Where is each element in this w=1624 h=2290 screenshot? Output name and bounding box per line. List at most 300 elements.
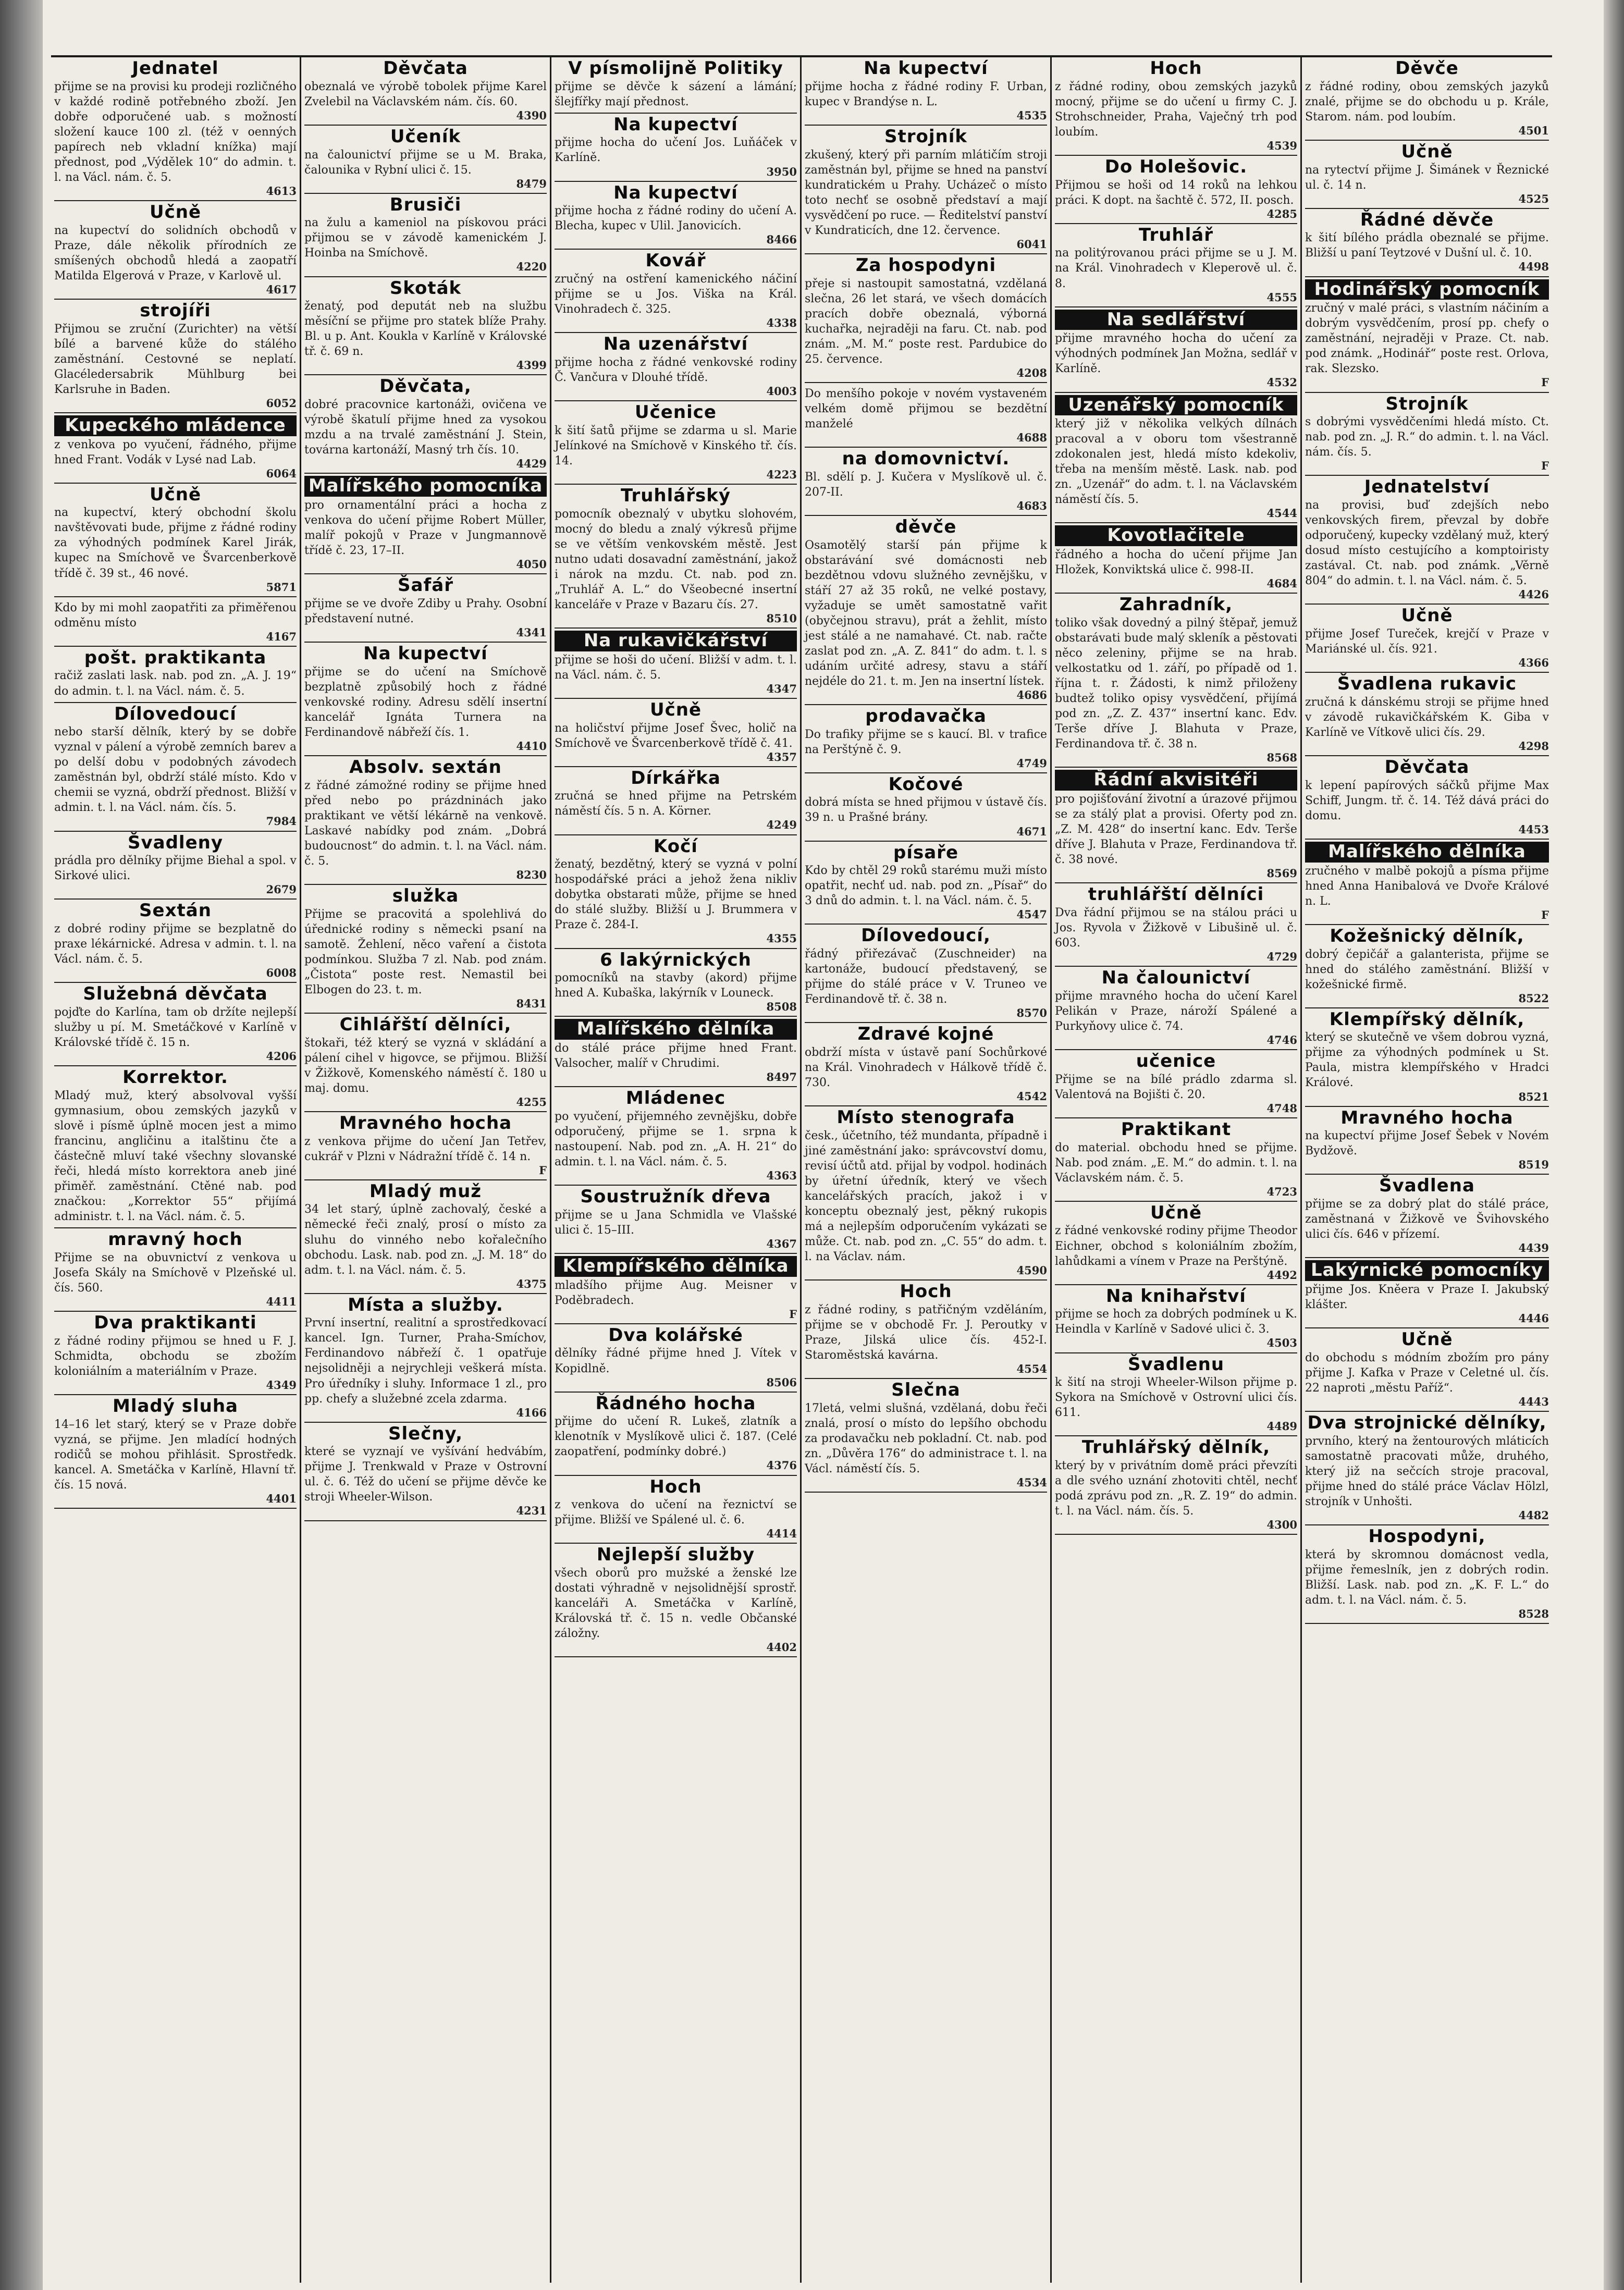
classified-ad	[805, 842, 1047, 925]
ad-number: F	[789, 1307, 797, 1321]
classified-ad	[1305, 476, 1549, 605]
ad-number: 4613	[266, 184, 297, 198]
ad-number: 4590	[1016, 1264, 1047, 1277]
ad-text: přeje si nastoupit samostatná, vzdělaná slečna, 26 let stará, ve všech domácích pracích dobře obeznalá, výborná kuchařka, nejraději na faru. Ct. nab. pod znám. „M. M.“ poste rest. Pardubice do 25. července.	[805, 277, 1047, 366]
ad-heading: Dva strojnické dělníky,	[1307, 1412, 1547, 1434]
classified-ad	[54, 1395, 297, 1509]
classified-ad	[54, 647, 297, 703]
ad-heading: Malířského dělníka	[555, 1019, 797, 1040]
ad-number: 4003	[766, 385, 797, 398]
ad-text: z venkova do učení na řeznictví se přijme. Bližší ve Spálené ul. č. 6.	[555, 1498, 797, 1527]
ad-text: přijme hocha z řádné rodiny do učení A. Blecha, kupec v Ulil. Janovicích.	[555, 204, 797, 233]
ad-number: 4723	[1266, 1185, 1297, 1198]
ad-heading: děvče	[895, 516, 957, 537]
ad-number: 4446	[1518, 1312, 1549, 1325]
ad-number: 4285	[1266, 207, 1297, 220]
classified-ad	[54, 484, 297, 597]
ad-text: který by v privátním domě práci převzíti a dle svého uznání zhotoviti chtěl, nechť podá zprávu pod zn. „R. Z. 19“ do admin. t. l. na Václ. nám. čís. 5.	[1055, 1459, 1297, 1518]
ad-heading: Zdravé kojné	[857, 1024, 994, 1045]
ad-text: První insertní, realitní a sprostředkovací kancel. Ign. Turner, Praha-Smíchov, Ferdinandovo nábřeží č. 1 opatřuje nejsolidněji a nejrychleji veškerá místa. Pro úředníky i sluhy. Informace 1 zl., pro pp. chefy a služebné zcela zdarma.	[304, 1316, 547, 1406]
ad-heading: Sextán	[139, 900, 212, 921]
ad-number: 4534	[1016, 1476, 1047, 1489]
ad-text: zručný na ostření kamenického náčiní přijme se u Jos. Viška na Král. Vinohradech č. 325.	[555, 273, 797, 316]
classified-ad	[555, 949, 797, 1017]
ad-heading: na domovnictví.	[842, 448, 1010, 469]
ad-number: 6041	[1016, 237, 1047, 251]
classified-ad	[54, 983, 297, 1066]
ad-heading: Mravného hocha	[1340, 1107, 1514, 1128]
ad-text: na čalounictví přijme se u M. Braka, čalounika v Rybní ulici č. 15.	[304, 148, 547, 177]
ad-text: prádla pro dělníky přijme Biehal a spol. v Sirkové ulici.	[54, 854, 297, 883]
ad-number: 4208	[1016, 366, 1047, 379]
ad-heading: Děvčata	[383, 58, 468, 79]
ad-heading: Učenice	[635, 402, 717, 423]
ad-heading: Řádného hocha	[595, 1393, 756, 1414]
classified-ad	[555, 485, 797, 629]
ad-number: 4532	[1266, 376, 1297, 389]
ad-number: 4498	[1518, 260, 1549, 274]
ad-number: 8497	[766, 1070, 797, 1084]
ad-number: 4411	[266, 1295, 297, 1308]
ad-heading: Skoták	[389, 277, 462, 299]
ad-heading: Na knihařství	[1106, 1285, 1246, 1307]
ad-number: 4503	[1266, 1336, 1297, 1350]
ad-heading: Švadlena rukavic	[1337, 673, 1517, 695]
ad-heading: Hodinářský pomocník	[1305, 279, 1549, 300]
classified-ad	[1305, 1525, 1549, 1624]
classified-ad	[54, 703, 297, 832]
ad-text: na žulu a kameniol na pískovou práci přijmou se v závodě kamenickém J. Hoinba na Smíchově.	[304, 216, 547, 260]
ad-number: 4439	[1518, 1241, 1549, 1255]
ad-text: dobré pracovnice kartonáži, ovičena ve výrobě škatulí přijme hned za vysokou mzdu a na trvalé zaměstnání J. Stein, továrna kartonáží, Masný trh čís. 10.	[304, 398, 547, 457]
ad-text: z řádné rodiny přijmou se hned u F. J. Schmidta, obchodu se zbožím koloniálním a materiálním v Praze.	[54, 1334, 297, 1378]
classified-ad	[1055, 156, 1297, 224]
ad-text: k šití bílého prádla obeznalé se přijme. Bližší u paní Teytzové v Dušní ul. č. 10.	[1305, 231, 1549, 260]
ad-heading: Místa a služby.	[348, 1294, 503, 1315]
classified-ad	[54, 300, 297, 413]
ad-number: 4300	[1266, 1518, 1297, 1532]
ad-heading: Praktikant	[1121, 1118, 1232, 1140]
classified-ad	[555, 114, 797, 182]
ad-heading: Řádní akvisitéři	[1055, 770, 1297, 791]
ad-text: toliko však dovedný a pilný štěpař, jemuž obstarávati bude malý skleník a pěstovati něco zeleniny, přijme se na hrab. velkostatku od 1. září, po případě od 1. října t. r. Žádosti, k nimž přiloženy budtež toliko opisy vysvědčení, přijímá pod zn. „Z. Z. 437“ insertní kanc. Edv. Terše dříve J. Blahuta v Praze, Ferdinandova tř. č. 38 n.	[1055, 617, 1297, 751]
ad-text: přijme hocha z řádné rodiny F. Urban, kupec v Brandýse n. L.	[805, 80, 1047, 108]
ad-text: zručného v malbě pokojů a písma přijme hned Anna Hanibalová ve Dvoře Králové n. L.	[1305, 864, 1549, 908]
ad-text: s dobrými vysvědčeními hledá místo. Ct. nab. pod zn. „J. R.“ do admin. t. l. na Václ. nám. čís. 5.	[1305, 415, 1549, 459]
classified-ad	[1305, 673, 1549, 756]
ad-text: na kupectví, který obchodní školu navštěvovati bude, přijme z řádné rodiny za výhodných podmínek Karel Jirák, kupec na Smíchově ve Švarcenberkově třídě č. 39 st., 46 nové.	[54, 506, 297, 580]
classified-ad	[555, 333, 797, 401]
ad-heading: Hoch	[649, 1476, 702, 1497]
ad-text: česk., účetního, též mundanta, případně i jiné zaměstnání jako: správcovství domu, revisí účtů atd. přijal by vodpol. hodinách by úřetní úředník, který ve všech kancelářských pracích, jakož i v konceptu obeznalý jest, pěkný rukopis má a nejlepším odporučením vykázati se může. Ct. nab. pod zn. „C. 55“ do adm. t. l. na Václav. nám.	[805, 1129, 1047, 1264]
classified-ad	[304, 1423, 547, 1521]
classified-ad	[555, 629, 797, 699]
ad-heading: Slečny,	[388, 1423, 463, 1444]
classified-ad	[1055, 1353, 1297, 1437]
classified-ad	[304, 1112, 547, 1180]
column-4	[802, 57, 1052, 2283]
ad-number: 8508	[766, 1000, 797, 1014]
ad-heading: Děvče	[1395, 58, 1459, 79]
ad-number: 8570	[1016, 1006, 1047, 1020]
classified-ad	[54, 413, 297, 484]
ad-text: řádný přiřezávač (Zuschneider) na kartonáže, budoucí představený, se přijme do stálé práce v V. Truneo ve Ferdinandově tř. č. 38 n.	[805, 947, 1047, 1006]
ad-number: 4298	[1518, 739, 1549, 753]
ad-heading: Truhlářský	[620, 485, 731, 507]
classified-ad	[555, 250, 797, 333]
classified-ad	[805, 516, 1047, 705]
ad-heading: Lakýrnické pomocníky	[1305, 1260, 1549, 1281]
ad-number: 8519	[1518, 1158, 1549, 1172]
ad-number: 8569	[1266, 867, 1297, 880]
column-6	[1302, 57, 1552, 2283]
classified-ad	[304, 474, 547, 574]
classified-ad	[54, 900, 297, 983]
ad-text: k šití na stroji Wheeler-Wilson přijme p. Sykora na Smíchově v Ostrovní ulici čís. 611.	[1055, 1376, 1297, 1420]
ad-number: 4749	[1016, 756, 1047, 770]
ad-heading: strojíři	[140, 300, 211, 321]
ad-heading: Děvčata	[1384, 757, 1470, 778]
ad-text: pojďte do Karlína, tam ob držíte nejlepší služby u pí. M. Smetáčkové v Karlíně v Královské třídě č. 15 n.	[54, 1005, 297, 1049]
ad-number: 4443	[1518, 1395, 1549, 1408]
ad-text: Kdo by chtěl 29 roků starému muži místo opatřit, nechť ud. nab. pod zn. „Písař“ do 3 dnů do admin. t. l. na Václ. nám. č. 5.	[805, 864, 1047, 908]
ad-text: přijme hocha z řádné venkovské rodiny Č. Vančura v Dlouhé třídě.	[555, 356, 797, 385]
ad-text: z řádné venkovské rodiny přijme Theodor Eichner, obchod s koloniálním zbožím, lahůdkami a vínem v Praze na Perštýně.	[1055, 1224, 1297, 1268]
ad-number: 8521	[1518, 1090, 1549, 1103]
ad-number: 4426	[1518, 588, 1549, 601]
ad-number: 8522	[1518, 991, 1549, 1005]
ad-number: 8568	[1266, 751, 1297, 765]
column-3	[551, 57, 802, 2283]
ad-text: z řádné rodiny, s patřičným vzděláním, přijme se v obchodě Fr. J. Peroutky v Praze, Jilská ulice čís. 452-I. Staroměstská kavárna.	[805, 1303, 1047, 1362]
classified-ad	[555, 835, 797, 949]
ad-heading: Klempířského dělníka	[555, 1256, 797, 1277]
ad-text: dobrý čepičář a galanterista, přijme se hned do stálého zaměstnání. Bližší v kožešnické firmě.	[1305, 947, 1549, 991]
ad-heading: Kovář	[645, 250, 706, 272]
ad-text: mladšího přijme Aug. Meisner v Poděbradech.	[555, 1278, 797, 1307]
classified-ad	[1055, 57, 1297, 156]
ad-heading: Dva praktikanti	[94, 1312, 257, 1333]
ad-heading: Švadlenu	[1127, 1353, 1225, 1375]
ad-heading: Dva kolářské	[608, 1324, 743, 1346]
ad-heading: prodavačka	[865, 705, 987, 727]
classified-ad	[1055, 594, 1297, 768]
ad-number: 6008	[266, 966, 297, 980]
ad-text: pomocníků na stavby (akord) přijme hned A. Kubaška, lakýrník v Louneck.	[555, 971, 797, 1000]
classified-ad	[1055, 224, 1297, 307]
ad-heading: Brusiči	[389, 194, 462, 215]
ad-number: 4402	[766, 1641, 797, 1654]
classified-ad	[1055, 1050, 1297, 1118]
ad-number: 4489	[1266, 1420, 1297, 1433]
ad-number: 4357	[766, 750, 797, 764]
ad-text: Přijme se pracovitá a spolehlivá do úřednické rodiny s německi psaní na samotě. Žehlení, něco vaření a čistota podmínkou. Služba 7 zl. Nab. pod znám. „Čistota“ poste rest. Nemastil bei Elbogen do 23. t. m.	[304, 907, 547, 996]
ad-heading: 6 lakýrnických	[600, 949, 752, 970]
ad-heading: Mládenec	[625, 1088, 726, 1109]
ad-number: 8528	[1518, 1607, 1549, 1620]
ad-heading: Malířského pomocníka	[304, 476, 547, 497]
classified-ad	[805, 1281, 1047, 1379]
ad-text: z řádné zámožné rodiny se přijme hned před nebo po prázdninách jako praktikant ve větší lékárně na venkově. Laskavé nabídky pod znám. „Dobrá budoucnost“ do admin. t. l. na Václ. nám. č. 5.	[304, 779, 547, 868]
ad-number: F	[1541, 908, 1549, 921]
ad-heading: Na čalounictví	[1101, 967, 1251, 989]
classified-ad	[1305, 141, 1549, 209]
classified-ad	[805, 925, 1047, 1023]
classified-ad	[555, 57, 797, 114]
ad-number: 4547	[1016, 908, 1047, 921]
ad-heading: Kožešnický dělník,	[1330, 925, 1524, 946]
ad-text: 14–16 let starý, který se v Praze dobře vyzná, se přijme. Jen mladící hodných rodičů se mohou přihlásit. Sprostředk. kancel. A. Smetáčka v Karlíně, Hlavní tř. čís. 15 nová.	[54, 1418, 297, 1492]
ad-heading: Hoch	[1150, 58, 1202, 79]
ad-text: Osamotělý starší pán přijme k obstarávání své domácnosti neb bezdětnou vdovu služného zevnějšku, v stáří 27 až 35 roků, ne velké postavy, vyžaduje se umět samostatně vařit (obyčejnou stravu), prát a žehlit, místo jest stálé a ne namahavé. Ct. nab. račte zaslat pod zn. „A. Z. 841“ do adm. t. l. s udáním určité adresy, stavu a stáří nejdéle do 21. t. m. Jen na insertní lístek.	[805, 538, 1047, 688]
ad-number: 4683	[1016, 499, 1047, 512]
ad-text: z řádné rodiny, obou zemských jazyků znalé, přijme se do obchodu u p. Krále, Starom. nám. pod loubím.	[1305, 80, 1549, 124]
ad-text: Dva řádní přijmou se na stálou práci u Jos. Ryvola v Žižkově v Libušině ul. č. 603.	[1055, 906, 1297, 950]
ad-number: 4249	[766, 818, 797, 832]
classified-ad	[54, 597, 297, 647]
column-1	[51, 57, 301, 2283]
ad-number: 2679	[266, 883, 297, 896]
ad-text: z dobré rodiny přijme se bezplatně do praxe lékárnické. Adresa v admin. t. l. na Václ. nám. č. 5.	[54, 922, 297, 966]
ad-number: 4501	[1518, 124, 1549, 137]
ad-text: račiž zaslati lask. nab. pod zn. „A. J. 19“ do admin. t. l. na Václ. nám. č. 5.	[54, 669, 297, 698]
classified-ad	[1055, 1436, 1297, 1535]
ad-heading: služka	[392, 885, 459, 907]
ad-heading: Učně	[149, 484, 202, 505]
ad-number: 4366	[1518, 656, 1549, 670]
ad-number: 5871	[266, 580, 297, 594]
ad-text: pro ornamentální práci a hocha z venkova do učení přijme Robert Müller, malíř pokojů v Praze v Jungmannově třídě č. 23, 17–II.	[304, 499, 547, 558]
ad-number: F	[1541, 376, 1549, 389]
ad-text: Do menšího pokoje v novém vystaveném velkém domě přijmou se bezdětní manželé	[805, 387, 1047, 430]
ad-text: přijme se na provisi ku prodeji rozličného v každé rodině potřebného zboží. Jen dobře odporučené uab. s možností složení kauce 100 zl. (též v oenných papírech neb vkladní knížka) mají přednost, pod „Výdělek 10“ do admin. t. l. na Václ. nám. č. 5.	[54, 80, 297, 184]
ad-heading: Strojník	[1385, 393, 1469, 414]
ad-number: 8506	[766, 1375, 797, 1389]
classified-ad	[1055, 1118, 1297, 1202]
classified-ad	[304, 885, 547, 1014]
ad-number: 4729	[1266, 950, 1297, 964]
ad-text: pro pojišťování životní a úrazové přijmou se za stálý plat a provisi. Oferty pod zn. „Z. M. 428“ do insertní kanc. Edv. Terše dříve J. Blahuta v Praze, Ferdinandova tř. č. 38 nové.	[1055, 793, 1297, 867]
classified-ad	[304, 1014, 547, 1112]
classified-ad	[555, 1254, 797, 1324]
ad-number: 4686	[1016, 688, 1047, 701]
ad-text: štokaři, též který se vyzná v skládání a pálení cihel v higovce, se přijmou. Bližší v Žižkově, Komenského náměstí č. 180 u maj. domu.	[304, 1036, 547, 1095]
ad-number: 4223	[766, 467, 797, 481]
ad-text: který již v několika velkých dílnách pracoval a v oboru tom všestranně zdokonalen jest, hledá místo kdekoliv, třeba na menším městě. Lask. nab. pod zn. „Uzenář“ do adm. t. l. na Václavském náměstí čís. 5.	[1055, 417, 1297, 507]
ad-number: 4555	[1266, 290, 1297, 304]
classified-ad	[805, 126, 1047, 254]
ad-number: 4544	[1266, 507, 1297, 520]
classified-ad	[555, 1544, 797, 1657]
ad-heading: Truhlářský dělník,	[1081, 1437, 1271, 1458]
ad-text: zručná se hned přijme na Petrském náměstí čís. 5 n. A. Körner.	[555, 790, 797, 818]
classified-ad	[54, 1312, 297, 1395]
ad-heading: písaře	[893, 842, 958, 863]
ad-text: na rytectví přijme J. Šimánek v Řeznické ul. č. 14 n.	[1305, 163, 1549, 192]
ad-number: 4535	[1016, 108, 1047, 122]
ad-text: ženatý, pod deputát neb na službu měsíční se přijme pro statek blíže Prahy. Bl. u p. Ant. Koukla v Karlíně v Královské tř. č. 69 n.	[304, 300, 547, 359]
classified-ad	[1305, 1107, 1549, 1175]
ad-text: všech oborů pro mužské a ženské lze dostati výhradně v nejsolidnější sprostř. kanceláři A. Smetáčka v Karlíně, Královská tř. č. 15 n. vedle Občanské záložny.	[555, 1567, 797, 1641]
ad-heading: Učně	[1401, 141, 1453, 162]
ad-number: 4453	[1518, 822, 1549, 836]
classified-ad	[304, 1180, 547, 1294]
classified-ad	[805, 1106, 1047, 1281]
ad-text: přijme se do učení na Smíchově bezplatně způsobilý hoch z řádné venkovské rodiny. Adresu sdělí insertní kancelář Ignáta Turnera na Ferdinandově nábřeží čís. 1.	[304, 665, 547, 739]
ad-number: 4390	[516, 108, 547, 122]
ad-number: 4748	[1266, 1101, 1297, 1115]
ad-number: 7984	[266, 815, 297, 828]
ad-text: po vyučení, přijemného zevnějšku, dobře odporučený, přijme se 1. srpna k nastoupení. Nab. pod zn. „A. H. 21“ do admin. t. l. na Václ. nám. č. 5.	[555, 1110, 797, 1168]
classified-ad	[1055, 1202, 1297, 1285]
ad-heading: V písmolijně Politiky	[568, 58, 783, 79]
classified-ad	[1055, 1285, 1297, 1353]
classified-ad	[1055, 967, 1297, 1050]
ad-number: 4746	[1266, 1033, 1297, 1046]
ad-number: 4492	[1266, 1268, 1297, 1282]
ad-number: F	[1541, 459, 1549, 473]
ad-number: 4542	[1016, 1090, 1047, 1103]
ad-heading: Učně	[1401, 1329, 1453, 1350]
ad-number: 8510	[766, 611, 797, 625]
ad-text: přijme se hoch za dobrých podmínek u K. Heindla v Karlíně v Sadové ulici č. 3.	[1055, 1308, 1297, 1336]
ad-heading: Korrektor.	[122, 1067, 228, 1088]
ad-text: přijme do učení R. Lukeš, zlatník a klenotník v Myslíkově ulici č. 187. (Celé zaopatření, podmínky dobré.)	[555, 1415, 797, 1459]
ad-text: Bl. sdělí p. J. Kučera v Myslíkově ul. č. 207-II.	[805, 470, 1047, 499]
classified-ad	[555, 1087, 797, 1186]
classified-ad	[805, 1379, 1047, 1493]
classified-ad	[304, 57, 547, 126]
ad-text: Do trafiky přijme se s kaucí. Bl. v trafice na Perštýně č. 9.	[805, 728, 1047, 756]
ad-heading: Řádné děvče	[1360, 209, 1494, 230]
ad-number: 8466	[766, 233, 797, 247]
ad-number: 4482	[1518, 1508, 1549, 1522]
ad-heading: Kovotlačitele	[1055, 525, 1297, 546]
ad-heading: Mladý muž	[369, 1180, 482, 1202]
ad-number: 4231	[516, 1504, 547, 1518]
classified-ad	[304, 643, 547, 756]
ad-heading: Učně	[149, 202, 202, 223]
ad-heading: Kočové	[888, 773, 964, 795]
ad-text: na politýrovanou práci přijme se u J. M. na Král. Vinohradech v Kleperově ul. č. 8.	[1055, 247, 1297, 290]
ad-text: která by skromnou domácnost vedla, přijme řemeslník, jen z dobrých rodin. Bližší. Lask. nab. pod zn. „K. F. L.“ do adm. t. l. na Václ. nám. č. 5.	[1305, 1548, 1549, 1607]
ad-heading: Na kupectví	[363, 643, 488, 664]
classified-ad	[1305, 756, 1549, 840]
ad-text: pomocník obeznalý v ubytku slohovém, mocný do bledu a znalý výkresů přijme se ve větším venkovském městě. Jest nutno udati dosavadní zaměstnání, jakož i nárok na mzdu. Ct. nab. pod zn. „Truhlář A. L.“ do Všeobecné insertní kanceláře v Praze v Bazaru čís. 27.	[555, 507, 797, 611]
ad-text: přijme Jos. Kněera v Praze I. Jakubský klášter.	[1305, 1283, 1549, 1312]
ad-text: z venkova po vyučení, řádného, přijme hned Frant. Vodák v Lysé nad Lab.	[54, 438, 297, 466]
classified-ad	[54, 57, 297, 201]
ad-text: nebo starší dělník, který by se dobře vyznal v pálení a výrobě zemních barev a po delší dobu v podobných závodech zaměstnán byl, obdrží stálé místo. Kdo v chemii se vyzná, obdrží přednost. Bližší v admin. t. l. na Václ. nám. čís. 5.	[54, 725, 297, 815]
ad-heading: Služebná děvčata	[83, 983, 268, 1005]
ad-heading: Hospodyni,	[1368, 1525, 1486, 1547]
ad-heading: Zahradník,	[1119, 594, 1233, 615]
ad-text: 34 let starý, úplně zachovalý, české a německé řeči znalý, prosí o místo za sluhu do vinného nebo kořalečního obchodu. Lask. nab. pod zn. „J. M. 18“ do adm. t. l. na Václ. nám. č. 5.	[304, 1203, 547, 1277]
ad-text: na kupectví přijme Josef Šebek v Novém Bydžově.	[1305, 1129, 1549, 1158]
ad-text: zručná k dánskému stroji se přijme hned v závodě rukavičkářském K. Giba v Karlíně ve Vítkově ulici čís. 29.	[1305, 695, 1549, 739]
ad-number: 4684	[1266, 577, 1297, 590]
classified-ad	[1305, 57, 1549, 141]
ad-number: 4363	[766, 1169, 797, 1182]
ad-number: 4671	[1016, 824, 1047, 838]
ad-heading: Absolv. sextán	[349, 757, 502, 778]
ad-number: 4414	[766, 1527, 797, 1541]
classified-ad	[304, 574, 547, 643]
ad-number: 6052	[266, 396, 297, 410]
ad-heading: Dílovedoucí,	[861, 925, 991, 946]
classified-ad	[555, 182, 797, 250]
classified-ad	[805, 57, 1047, 126]
ad-heading: Děvčata,	[379, 376, 472, 397]
ad-text: do material. obchodu hned se přijme. Nab. pod znám. „E. M.“ do admin. t. l. na Václavském nám. č. 5.	[1055, 1141, 1297, 1185]
classified-ad	[805, 1023, 1047, 1106]
classified-ad	[555, 767, 797, 835]
ad-text: přijme hocha do učení Jos. Luňáček v Karlíně.	[555, 136, 797, 165]
ad-heading: Kupeckého mládence	[54, 415, 297, 436]
ad-text: přijme se děvče k sázení a lámání; šlejfířky mají přednost.	[555, 80, 797, 108]
classified-ad	[805, 254, 1047, 383]
ad-number: 4617	[266, 282, 297, 296]
ad-heading: Uzenářský pomocník	[1055, 395, 1297, 416]
ad-text: Přijmou se zruční (Zurichter) na větší bílé a barvené kůže do stálého zaměstnání. Cestovné se neplatí. Glacéledersabrik Mühlburg bei Karlsruhe in Baden.	[54, 322, 297, 396]
classified-ad	[555, 1476, 797, 1544]
ad-number: 4349	[266, 1378, 297, 1392]
ad-text: Přijme se na bílé prádlo zdarma sl. Valentová na Bojišti č. 20.	[1055, 1073, 1297, 1101]
ad-text: přijme Josef Tureček, krejčí v Praze v Mariánské ul. čís. 921.	[1305, 627, 1549, 656]
ad-heading: Na kupectví	[864, 58, 988, 79]
ad-number: 4401	[266, 1492, 297, 1505]
ad-number: 8230	[516, 868, 547, 881]
ad-number: 4347	[766, 682, 797, 695]
classified-ad	[1055, 768, 1297, 883]
classified-ad	[555, 699, 797, 767]
ad-text: zkušený, který při parním mlátičím stroji zaměstnán byl, přijme se hned na panství kundratickém u Prahy. Ucházeč o místo toto nechť se osobně představí a mají vysvědčení po ruce. — Ředitelství panství v Kundraticích, dne 12. července.	[805, 148, 1047, 237]
classified-ad	[304, 1294, 547, 1423]
classified-ad	[304, 126, 547, 194]
ad-heading: Mravného hocha	[339, 1112, 512, 1134]
ad-text: přijme mravného hocha do učení Karel Pelikán v Praze, nároží Spálené a Purkyňovy ulice č. 74.	[1055, 989, 1297, 1033]
ad-heading: Na kupectví	[613, 182, 738, 203]
classified-ad	[304, 756, 547, 885]
right-page-edge	[1604, 0, 1624, 2290]
ad-text: k lepení papírových sáčků přijme Max Schiff, Jungm. tř. č. 14. Též dává práci do domu.	[1305, 779, 1549, 822]
ad-heading: Učně	[649, 699, 702, 720]
ad-heading: Šafář	[398, 575, 453, 596]
ad-number: 4255	[516, 1095, 547, 1109]
column-2	[301, 57, 551, 2283]
ad-heading: Na kupectví	[613, 114, 738, 135]
ad-number: 4341	[516, 626, 547, 639]
ad-text: který se skutečně ve všem dobrou vyzná, přijme za výhodných podmínek u St. Paula, mistra klempířského v Hradci Králové.	[1305, 1031, 1549, 1090]
ad-heading: Švadleny	[127, 832, 223, 853]
ad-heading: Hoch	[900, 1281, 952, 1302]
classified-ad	[805, 773, 1047, 842]
ad-heading: Mladý sluha	[112, 1395, 238, 1417]
ad-heading: Truhlář	[1139, 224, 1213, 245]
ad-number: 6064	[266, 466, 297, 480]
ad-heading: Na sedlářství	[1055, 310, 1297, 330]
ad-heading: Za hospodyni	[855, 254, 996, 276]
ad-number: 4525	[1518, 192, 1549, 205]
classified-ad	[54, 1066, 297, 1228]
ad-heading: Švadlena	[1379, 1175, 1475, 1197]
classified-ad	[304, 277, 547, 376]
ad-number: 4166	[516, 1406, 547, 1419]
ad-heading: Nejlepší služby	[596, 1544, 755, 1566]
column-5	[1052, 57, 1302, 2283]
classified-ad	[1305, 925, 1549, 1008]
ad-heading: Soustružník dřeva	[580, 1186, 771, 1208]
